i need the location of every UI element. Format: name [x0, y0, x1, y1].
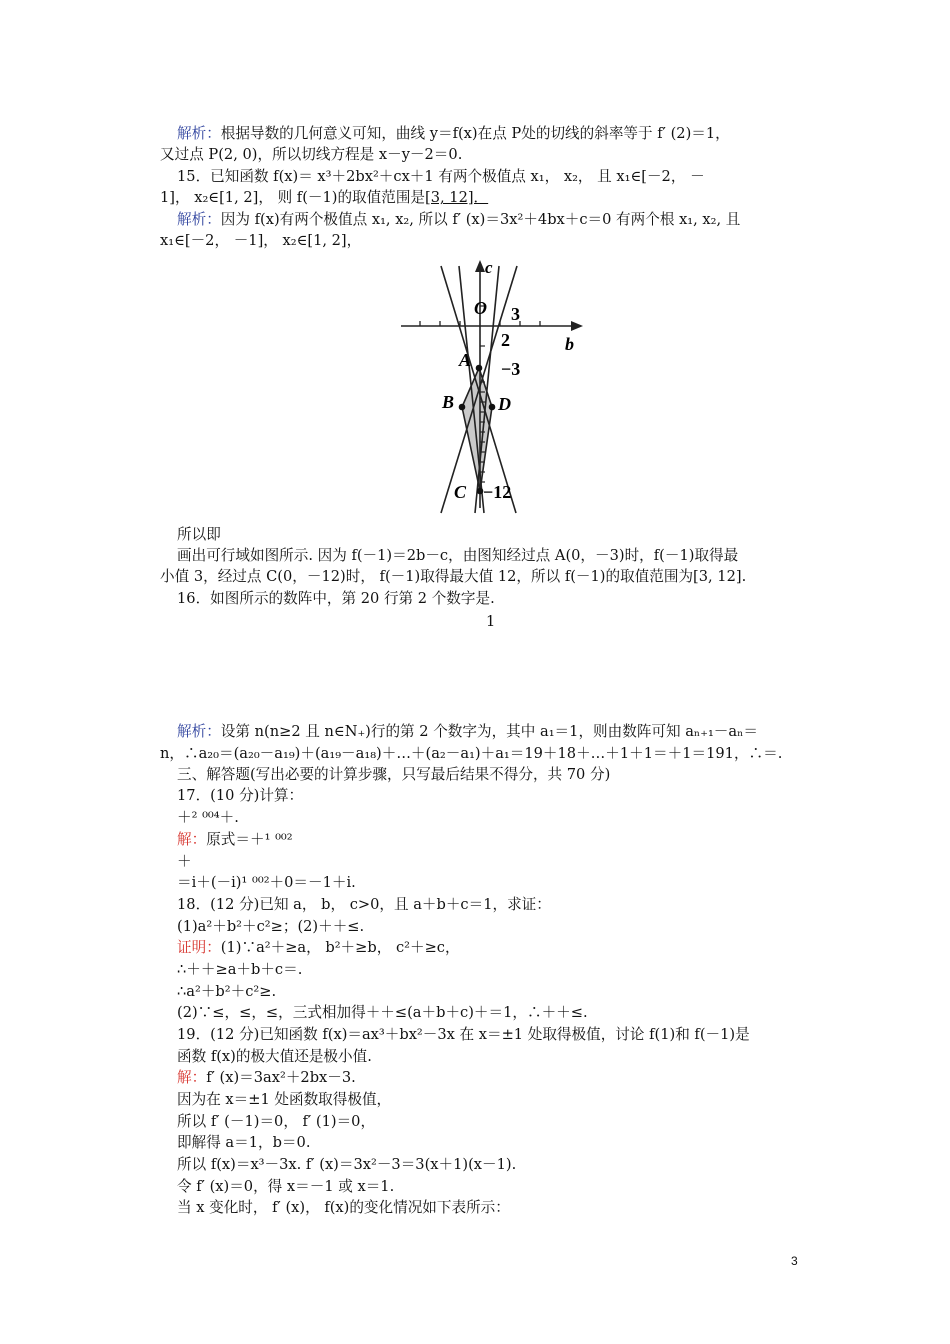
analysis-label: 解析： — [177, 125, 221, 142]
analysis-label: 解析： — [177, 723, 221, 740]
point-d-label: D — [498, 394, 511, 414]
section-3-heading: 三、解答题(写出必要的计算步骤，只写最后结果不得分，共 70 分) — [177, 766, 611, 783]
p19-solution-7: 当 x 变化时， f′ (x)， f(x)的变化情况如下表所示： — [177, 1199, 510, 1216]
p15-question-1: 15．已知函数 f(x)＝ x³＋2bx²＋cx＋1 有两个极值点 x₁， x₂， 且 x₁∈[－2， － — [177, 168, 705, 185]
p16-analysis-text: 设第 n(n≥2 且 n∈N₊)行的第 2 个数字为，其中 a₁＝1，则由数阵可知 aₙ₊₁－aₙ＝ — [220, 723, 759, 740]
p17-solution-3: ＝i＋(－i)¹ ⁰⁰²＋0＝－1＋i. — [177, 874, 356, 891]
axis-b-label: b — [565, 334, 574, 354]
p18-proof-text: (1)∵a²＋≥a， b²＋≥b， c²＋≥c， — [220, 939, 460, 956]
p18-proof-2: ∴＋＋≥a＋b＋c＝. — [177, 961, 303, 978]
value-minus-3: −3 — [501, 359, 521, 379]
p16-question: 16．如图所示的数阵中，第 20 行第 2 个数字是. — [177, 590, 495, 607]
p14-text-1: 根据导数的几何意义可知，曲线 y＝f(x)在点 P处的切线的斜率等于 f′ (2)＝1， — [220, 125, 730, 142]
solution-label: 解： — [177, 1069, 207, 1086]
value-minus-12: −12 — [483, 482, 512, 502]
point-b-dot — [459, 404, 466, 411]
point-b-label: B — [442, 392, 455, 412]
p19-question-2: 函数 f(x)的极大值还是极小值. — [177, 1048, 372, 1065]
p15-analysis-2: x₁∈[－2， －1]， x₂∈[1, 2]， — [160, 232, 362, 249]
p15-analysis-text: 因为 f(x)有两个极值点 x₁, x₂, 所以 f′ (x)＝3x²＋4bx＋c＝0 有两个根 x₁, x₂, 且 — [220, 211, 741, 228]
p19-solution-text: f′ (x)＝3ax²＋2bx－3. — [206, 1069, 356, 1086]
p18-proof-1 — [177, 938, 460, 958]
p15-answer: [3, 12]． — [425, 189, 489, 206]
point-a-label: A — [459, 350, 472, 370]
p19-solution-3: 所以 f′ (－1)＝0， f′ (1)＝0， — [177, 1113, 376, 1130]
number-array-first: 1 — [486, 613, 496, 630]
p19-solution-2: 因为在 x＝±1 处函数取得极值， — [177, 1091, 392, 1108]
p19-solution-6: 令 f′ (x)＝0，得 x＝－1 或 x＝1. — [177, 1178, 395, 1195]
tick-2-label: 2 — [501, 330, 510, 350]
point-c-label: C — [454, 482, 467, 502]
p19-solution-5: 所以 f(x)＝x³－3x. f′ (x)＝3x²－3＝3(x＋1)(x－1). — [177, 1156, 517, 1173]
p17-question: 17．(10 分)计算： — [177, 787, 304, 804]
p18-question-1: 18．(12 分)已知 a， b， c>0，且 a＋b＋c＝1，求证： — [177, 896, 551, 913]
p18-proof-3: ∴a²＋b²＋c²≥. — [177, 983, 277, 1000]
feasible-region-line-1: 画出可行域如图所示. 因为 f(－1)＝2b－c，由图知经过点 A(0，－3)时，f(－1)取得最 — [177, 547, 739, 564]
so-that-line: 所以即 — [177, 526, 221, 543]
point-d-dot — [489, 404, 496, 411]
p19-solution-4: 即解得 a＝1，b＝0. — [177, 1134, 311, 1151]
p18-proof-4: (2)∵≤，≤，≤，三式相加得＋＋≤(a＋b＋c)＋＝1，∴＋＋≤. — [177, 1004, 588, 1021]
proof-label: 证明： — [177, 939, 221, 956]
feasible-region-figure — [395, 258, 590, 520]
origin-label: O — [474, 298, 487, 318]
p16-analysis-1 — [177, 722, 758, 742]
p14-line-1 — [177, 124, 730, 144]
c-axis-arrow — [475, 260, 485, 272]
axis-c-label: c — [485, 258, 493, 277]
p17-solution-2: ＋ — [177, 853, 192, 870]
p16-analysis-2: n，∴a₂₀＝(a₂₀－a₁₉)＋(a₁₉－a₁₈)＋…＋(a₂－a₁)＋a₁＝19＋18＋…＋1＋1＝＋1＝191，∴＝. — [160, 745, 783, 762]
p14-line-2: 又过点 P(2, 0)，所以切线方程是 x－y－2＝0. — [160, 146, 463, 163]
p19-question-1: 19．(12 分)已知函数 f(x)＝ax³＋bx²－3x 在 x＝±1 处取得极值，讨论 f(1)和 f(－1)是 — [177, 1026, 750, 1043]
feasible-region-line-2: 小值 3，经过点 C(0，－12)时， f(－1)取得最大值 12，所以 f(－1)的取值范围为[3, 12]. — [160, 568, 747, 585]
p17-solution-1 — [177, 830, 293, 850]
page-number: 3 — [791, 1254, 798, 1268]
p15-analysis-1 — [177, 210, 740, 230]
p17-expression: ＋² ⁰⁰⁴＋. — [177, 809, 239, 826]
solution-label: 解： — [177, 831, 207, 848]
point-a-dot — [476, 365, 483, 372]
b-axis-arrow — [571, 321, 583, 331]
p15-question-text: 1]， x₂∈[1, 2]， 则 f(－1)的取值范围是 — [160, 189, 426, 206]
tick-3-label: 3 — [511, 304, 520, 324]
p15-question-2 — [160, 188, 488, 208]
p18-question-2: (1)a²＋b²＋c²≥；(2)＋＋≤. — [177, 918, 365, 935]
p19-solution-1 — [177, 1068, 356, 1088]
analysis-label: 解析： — [177, 211, 221, 228]
p17-solution-text: 原式＝＋¹ ⁰⁰² — [206, 831, 293, 848]
